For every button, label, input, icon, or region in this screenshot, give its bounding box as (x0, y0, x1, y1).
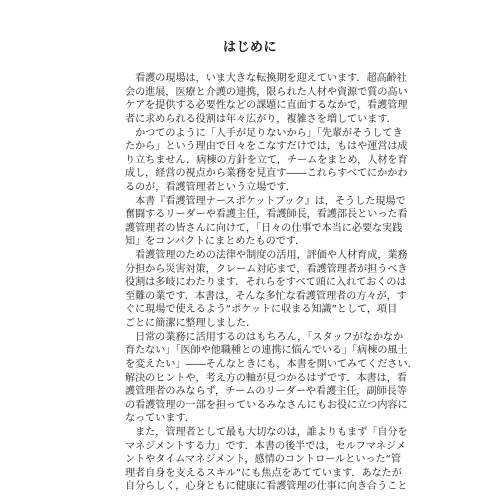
body-line: 奮闘するリーダーや看護主任，看護師長，看護部長といった看 (125, 209, 408, 221)
body-line: ぐに現場で使えるよう“ポケットに収まる知識”として，項目 (125, 304, 398, 316)
body-line: たから」という理由で日々をこなすだけでは，もはや運営は成 (125, 141, 408, 153)
body-line: 護管理者のみならず，チームのリーダーや看護主任，副師長等 (125, 386, 407, 398)
body-line: 護管理者の皆さんに向けて，「日々の仕事で本当に必要な実践 (125, 222, 403, 234)
body-line: 会の進展，医療と介護の連携，限られた人材や資源で質の高い (125, 86, 408, 98)
body-line: ごとに簡潔に整理しました． (125, 318, 257, 329)
body-line: るのが，看護管理者という立場です． (125, 181, 296, 193)
body-line: 日常の業務に活用するのはもちろん，「スタッフがなかなか (125, 331, 404, 343)
body-line: また，管理者として最も大切なのは，誰よりもまず「自分を (125, 426, 408, 438)
body-line: 知」をコンパクトにまとめたものです． (125, 236, 306, 248)
body-line: り立ちません．病棟の方針を立て，チームをまとめ，人材を育 (125, 154, 408, 166)
body-line: 者に求められる役割は年々広がり，複雑さを増しています． (125, 113, 397, 125)
body-line: 解決のヒントや，考え方の軸が見つかるはずです．本書は，看 (125, 372, 407, 384)
body-line: の看護管理の一部を担っているみなさんにもお役に立つ内容に (125, 399, 408, 411)
body-line: かつてのように「人手が足りないから」「先輩がそうしてき (125, 127, 403, 139)
body-line: 自分らしく，心身ともに健康に看護管理の仕事に向き合うこと (125, 481, 408, 493)
body-line: を変えたい」――そんなときにも，本書を開いてみてください． (125, 358, 418, 370)
body-line: なっています． (125, 413, 195, 425)
body-line: 本書『看護管理ナースポケットブック』は，そうした現場で (125, 195, 406, 207)
body-line: 看護の現場は，いま大きな転換期を迎えています．超高齢社 (125, 73, 407, 84)
body-line: マネジメントする力」です．本書の後半では，セルフマネジメ (125, 440, 406, 452)
body-line: 育たない」「医師や他職種との連携に悩んでいる」「病棟の風土 (125, 345, 408, 357)
body-line: 成し，経営の視点から業務を見直す――これらすべてにかかわ (125, 168, 408, 180)
body-line: 至難の業です．本書は，そんな多忙な看護管理者の方々が，す (125, 290, 407, 302)
body-line: ントやタイムマネジメント，感情のコントロールといった“管 (125, 454, 401, 466)
body-line: ケアを提供する必要性などの課題に直面するなかで，看護管理 (125, 100, 408, 112)
body-line: 理者自身を支えるスキル”にも焦点をあてています．あなたが (125, 467, 402, 479)
body-line: 役割は多岐にわたります．それらをすべて頭に入れておくのは (125, 277, 407, 289)
document-title: はじめに (222, 40, 277, 55)
body-line: 分担から災害対策，クレーム対応まで，看護管理者が担うべき (125, 263, 408, 275)
body-line: 看護管理のための法律や制度の活用，評価や人材育成，業務 (125, 250, 408, 261)
